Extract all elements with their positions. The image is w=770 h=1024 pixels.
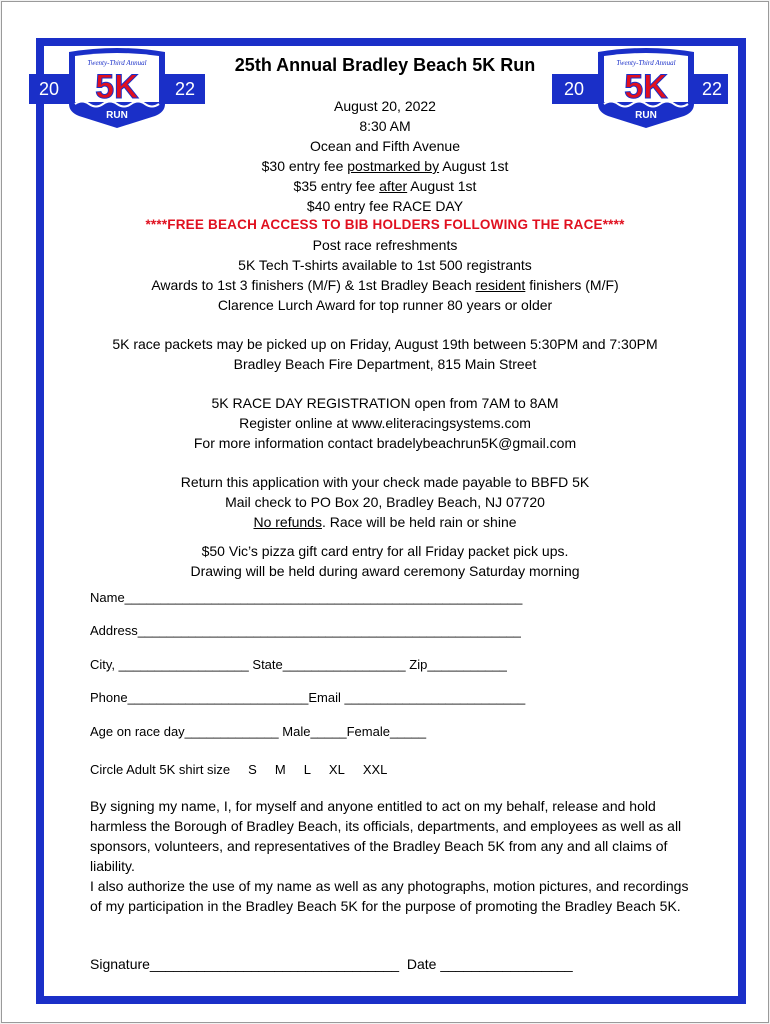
city-state-zip-field[interactable]: City, __________________ State_________________ Zip___________	[90, 657, 507, 672]
refreshments: Post race refreshments	[312, 237, 458, 253]
shirt-size-xxl[interactable]: XXL	[362, 762, 388, 777]
shirt-size-l[interactable]: L	[303, 762, 311, 777]
fire-department: Bradley Beach Fire Department, 815 Main Street	[233, 356, 537, 372]
race-time: 8:30 AM	[359, 118, 411, 134]
pizza-gift-card: $50 Vic’s pizza gift card entry for all Friday packet pick ups.	[201, 543, 569, 559]
waiver-release: By signing my name, I, for myself and anyone entitled to act on my behalf, release and hold harmless the Borough of Bradley Beach, its officials, departments, and employees as well as all sponsors, volunteers, and representatives of the Bradley Beach 5K from any and all claims of liability.	[90, 798, 682, 874]
logo-run: RUN	[106, 110, 128, 121]
logo-year-right: 22	[174, 79, 196, 99]
age-gender-field[interactable]: Age on race day_____________ Male_____Female_____	[90, 724, 427, 739]
contact-info: For more information contact bradelybeachrun5K@gmail.com	[193, 435, 577, 451]
shirt-size-label: Circle Adult 5K shirt size	[90, 762, 231, 777]
shirt-size-m[interactable]: M	[274, 762, 286, 777]
signature-date-field[interactable]: Signature________________________________ Date _________________	[90, 956, 573, 972]
logo-top-text: Twenty-Third Annual	[616, 59, 676, 67]
lurch-award: Clarence Lurch Award for top runner 80 years or older	[217, 297, 553, 313]
race-location: Ocean and Fifth Avenue	[310, 138, 460, 154]
waiver-media: I also authorize the use of my name as well as any photographs, motion pictures, and recordings of my participation in the Bradley Beach 5K for the purpose of promoting the Bradley Beach 5K.	[90, 878, 689, 914]
refund-policy: No refunds. Race will be held rain or shine	[253, 514, 517, 530]
fee-early: $30 entry fee postmarked by August 1st	[261, 158, 509, 174]
logo-run: RUN	[635, 110, 657, 121]
name-field[interactable]: Name_______________________________________________________	[90, 590, 523, 605]
register-online: Register online at www.eliteracingsystems.com	[239, 415, 531, 431]
race-date: August 20, 2022	[334, 98, 436, 114]
phone-email-field[interactable]: Phone_________________________Email _________________________	[90, 690, 526, 705]
page-title: 25th Annual Bradley Beach 5K Run	[234, 55, 536, 75]
mail-check: Mail check to PO Box 20, Bradley Beach, NJ 07720	[225, 494, 545, 510]
logo-year-left: 20	[38, 79, 60, 99]
tshirts: 5K Tech T-shirts available to 1st 500 registrants	[238, 257, 532, 273]
logo-year-right: 22	[701, 79, 723, 99]
shirt-size-xl[interactable]: XL	[328, 762, 345, 777]
packet-pickup: 5K race packets may be picked up on Friday, August 19th between 5:30PM and 7:30PM	[112, 336, 658, 352]
logo-5k: 5K	[624, 68, 668, 106]
address-field[interactable]: Address_____________________________________________________	[90, 623, 521, 638]
logo-5k: 5K	[95, 68, 139, 106]
logo-year-left: 20	[563, 79, 585, 99]
return-application: Return this application with your check made payable to BBFD 5K	[180, 474, 590, 490]
awards: Awards to 1st 3 finishers (M/F) & 1st Bradley Beach resident finishers (M/F)	[151, 277, 619, 293]
logo-top-text: Twenty-Third Annual	[87, 59, 147, 67]
free-beach-access: ****FREE BEACH ACCESS TO BIB HOLDERS FOLLOWING THE RACE****	[145, 217, 625, 232]
shirt-size-row	[90, 762, 405, 777]
fee-late: $35 entry fee after August 1st	[293, 178, 477, 194]
fee-race-day: $40 entry fee RACE DAY	[306, 198, 464, 214]
drawing-note: Drawing will be held during award ceremony Saturday morning	[190, 563, 580, 579]
shirt-size-s[interactable]: S	[248, 762, 257, 777]
race-day-registration: 5K RACE DAY REGISTRATION open from 7AM to 8AM	[211, 395, 559, 411]
